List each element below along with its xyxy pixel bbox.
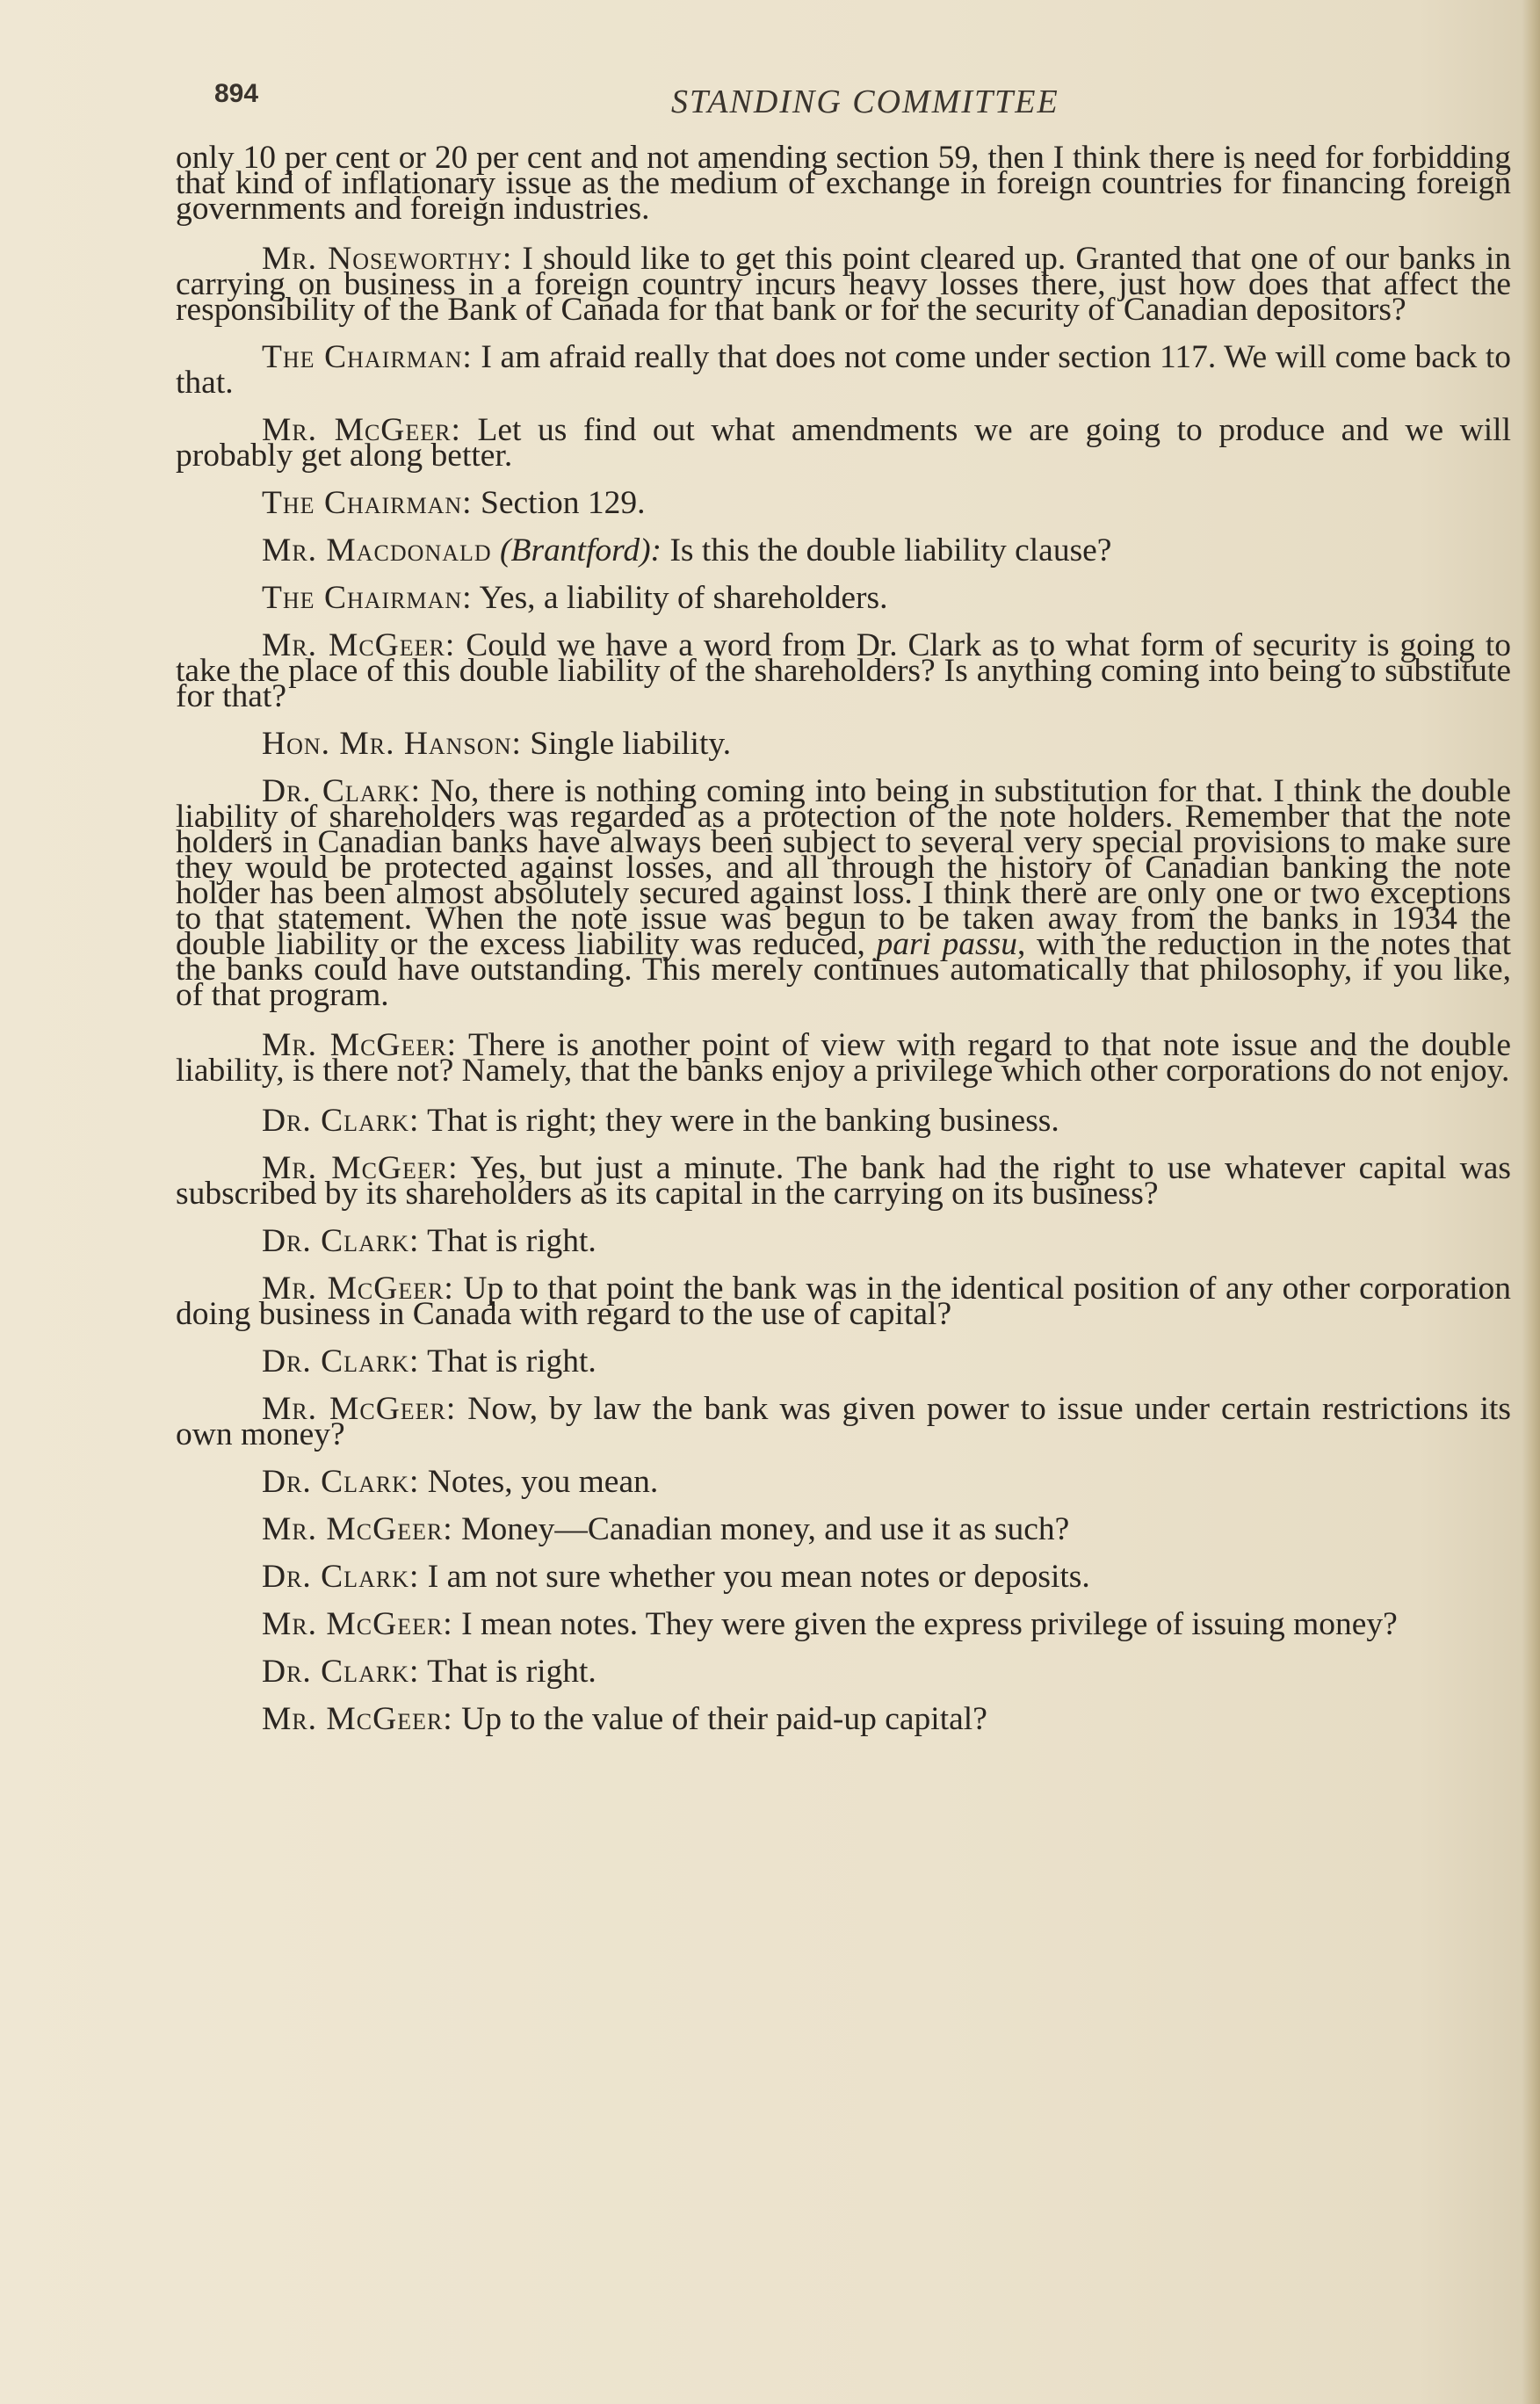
speech-text: That is right. bbox=[427, 1343, 596, 1379]
transcript-paragraph bbox=[176, 1464, 1511, 1500]
speaker-name: Dr. Clark: bbox=[262, 1464, 420, 1500]
speech-text: Could we have a word from Dr. Clark as to what form of security is going to take the place of this double liability of the shareholders? Is anything coming into being to substitute for that? bbox=[176, 627, 1512, 714]
speech-text: Yes, but just a minute. The bank had the right to use whatever capital was subscribed by its shareholders as its capital in the carrying on its business? bbox=[176, 1150, 1511, 1212]
speaker-name: The Chairman: bbox=[262, 485, 473, 521]
speaker-name: The Chairman: bbox=[262, 580, 473, 616]
transcript-paragraph bbox=[176, 1391, 1512, 1452]
transcript-paragraph bbox=[176, 339, 1512, 401]
speech-text: Yes, a liability of shareholders. bbox=[479, 580, 888, 616]
speaker-name: Mr. McGeer: bbox=[262, 1027, 458, 1063]
transcript-body bbox=[176, 140, 1512, 1754]
transcript-paragraph bbox=[176, 1606, 1511, 1642]
speaker-name: Dr. Clark: bbox=[262, 1559, 420, 1595]
speech-text: That is right. bbox=[427, 1654, 596, 1690]
speaker-name: Mr. McGeer: bbox=[262, 627, 456, 663]
speech-text: I am afraid really that does not come under section 117. We will come back to that. bbox=[176, 339, 1512, 401]
speaker-name: Mr. Macdonald bbox=[262, 532, 492, 568]
transcript-paragraph bbox=[176, 1701, 1511, 1737]
speaker-name: Mr. McGeer: bbox=[262, 1511, 453, 1547]
speaker-name: Mr. McGeer: bbox=[262, 412, 461, 448]
speech-text: Is this the double liability clause? bbox=[669, 532, 1112, 568]
speaker-name: Mr. McGeer: bbox=[262, 1701, 453, 1737]
speech-text: There is another point of view with regard to that note issue and the double liability, is there not? Namely, that the banks enjoy a privilege which other corporations do not enjoy. bbox=[176, 1027, 1511, 1089]
speaker-name: Dr. Clark: bbox=[262, 773, 422, 809]
speaker-name: Mr. McGeer: bbox=[262, 1606, 453, 1642]
speaker-name: Mr. Noseworthy: bbox=[262, 241, 513, 277]
speech-text: I should like to get this point cleared up. Granted that one of our banks in carrying on business in a foreign country incurs heavy losses there, just how does that affect the responsibility of the Bank of Canada for that bank or for the security of Canadian depositors? bbox=[176, 241, 1512, 328]
transcript-paragraph bbox=[176, 241, 1512, 328]
page-header bbox=[214, 79, 1506, 132]
transcript-paragraph bbox=[176, 532, 1511, 568]
speech-text: Let us find out what amendments we are going to produce and we will probably get along better. bbox=[176, 412, 1512, 474]
transcript-paragraph bbox=[176, 580, 1511, 616]
transcript-paragraph bbox=[176, 485, 1511, 521]
page-edge bbox=[1522, 0, 1540, 2404]
speech-text: Money—Canadian money, and use it as such? bbox=[461, 1511, 1070, 1547]
transcript-paragraph bbox=[176, 1654, 1511, 1690]
speaker-name: Hon. Mr. Hanson: bbox=[262, 726, 522, 762]
speech-text: Notes, you mean. bbox=[427, 1464, 659, 1500]
speaker-riding: (Brantford): bbox=[500, 532, 662, 568]
speech-text: Single liability. bbox=[530, 726, 732, 762]
speech-text: Section 129. bbox=[480, 485, 646, 521]
transcript-paragraph bbox=[176, 773, 1511, 1013]
speech-text: I mean notes. They were given the express privilege of issuing money? bbox=[461, 1606, 1398, 1642]
transcript-paragraph bbox=[176, 726, 1511, 762]
transcript-paragraph bbox=[176, 1559, 1511, 1595]
transcript-paragraph bbox=[176, 1223, 1511, 1259]
page-number: 894 bbox=[214, 79, 259, 108]
transcript-paragraph bbox=[176, 1271, 1511, 1332]
transcript-paragraph bbox=[176, 1343, 1511, 1379]
speech-text: That is right; they were in the banking business. bbox=[427, 1103, 1059, 1139]
transcript-paragraph bbox=[176, 627, 1512, 714]
speaker-name: Dr. Clark: bbox=[262, 1103, 420, 1139]
speaker-name: The Chairman: bbox=[262, 339, 473, 375]
speech-text: Now, by law the bank was given power to issue under certain restrictions its own money? bbox=[176, 1391, 1512, 1452]
speaker-name: Mr. McGeer: bbox=[262, 1150, 459, 1186]
speaker-name: Mr. McGeer: bbox=[262, 1271, 454, 1307]
speech-text: That is right. bbox=[427, 1223, 596, 1259]
transcript-paragraph bbox=[176, 1511, 1511, 1547]
speech-text: No, there is nothing coming into being in substitution for that. I think the double liability of shareholders was regarded as a protection of the note holders. Remember that the note holders in Canadian banks have always been subject to several very special provisions to make sure they would be protected against losses, and all through the history of Canadian banking the note holder has been almost absolutely secured against loss. I think there are only one or two exceptions to that statement. When the note issue was begun to be taken away from the banks in 1934 the double liability or the excess liability was reduced, pari passu, with the reduction in the notes that the banks could have outstanding. This merely continues automatically that philosophy, if you like, of that program. bbox=[176, 773, 1511, 1013]
transcript-paragraph bbox=[176, 1027, 1511, 1089]
speaker-name: Dr. Clark: bbox=[262, 1654, 420, 1690]
running-head: STANDING COMMITTEE bbox=[671, 83, 1059, 120]
transcript-paragraph bbox=[176, 1150, 1511, 1212]
transcript-paragraph bbox=[176, 1103, 1511, 1139]
speaker-name: Dr. Clark: bbox=[262, 1343, 420, 1379]
speaker-name: Mr. McGeer: bbox=[262, 1391, 457, 1427]
transcript-paragraph bbox=[176, 412, 1512, 474]
speech-text: Up to the value of their paid-up capital? bbox=[461, 1701, 987, 1737]
speaker-name: Dr. Clark: bbox=[262, 1223, 420, 1259]
speech-text: Up to that point the bank was in the identical position of any other corporation doing business in Canada with regard to the use of capital? bbox=[176, 1271, 1511, 1332]
transcript-paragraph bbox=[176, 140, 1511, 227]
speech-text: I am not sure whether you mean notes or deposits. bbox=[427, 1559, 1090, 1595]
speech-text: only 10 per cent or 20 per cent and not amending section 59, then I think there is need for forbidding that kind of inflationary issue as the medium of exchange in foreign countries for financing foreign governments and foreign industries. bbox=[176, 140, 1511, 227]
